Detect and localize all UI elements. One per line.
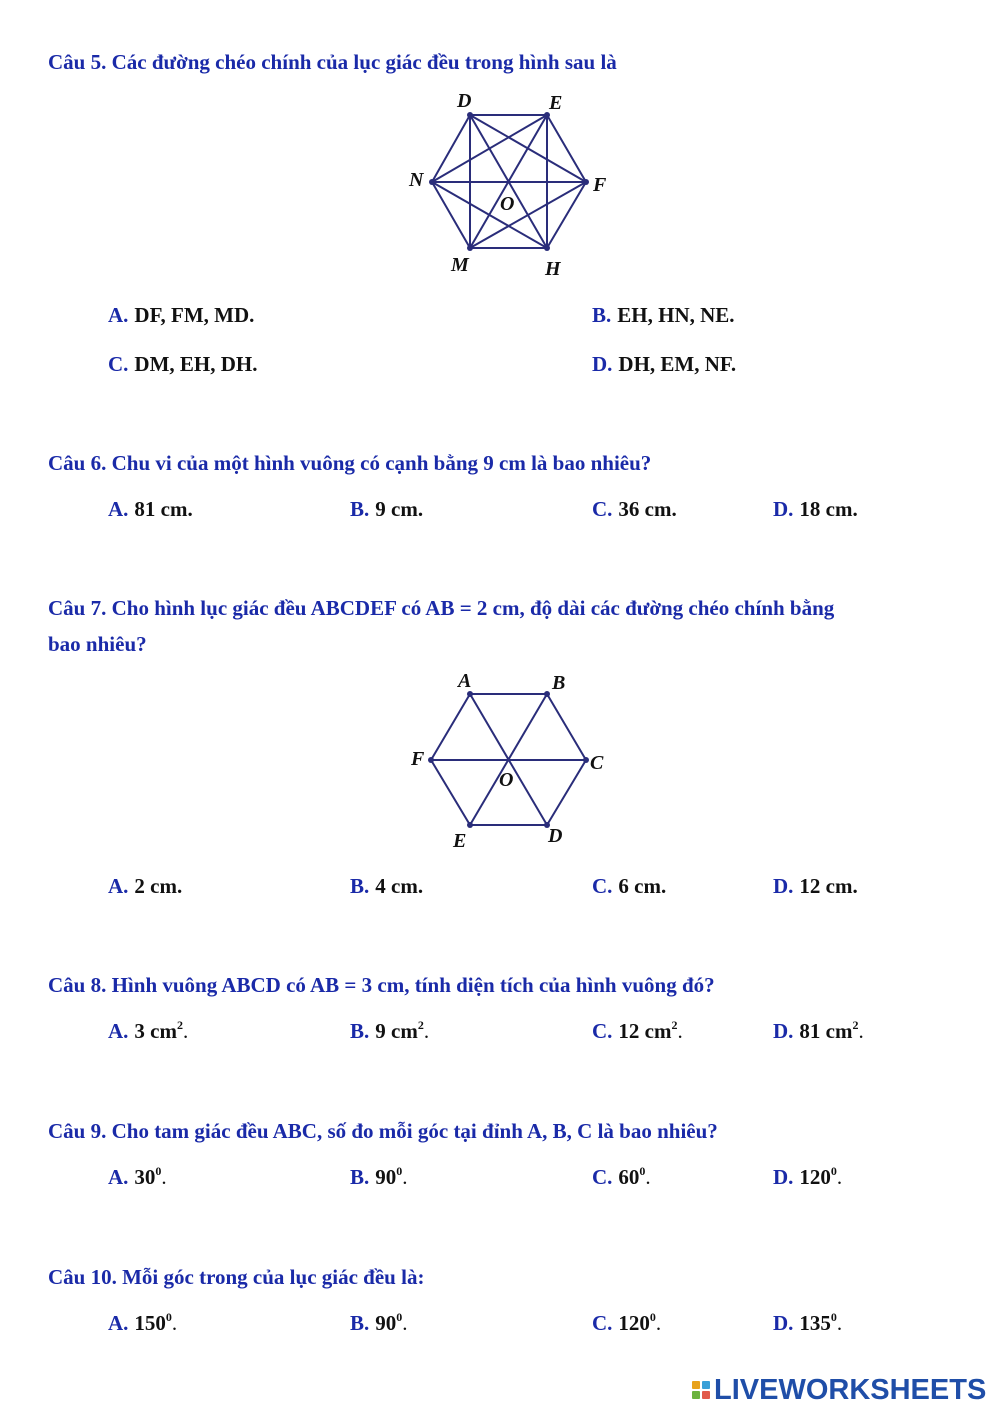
- option-text: 4 cm.: [375, 874, 424, 898]
- q8-option-a[interactable]: [108, 1019, 188, 1044]
- option-text: 12 cm: [618, 1019, 672, 1043]
- option-end: .: [655, 1311, 662, 1335]
- q7-option-c[interactable]: [592, 874, 666, 899]
- option-text: 2 cm.: [134, 874, 183, 898]
- option-letter: B.: [350, 874, 370, 898]
- option-letter: C.: [592, 1165, 613, 1189]
- option-text: 3 cm: [134, 1019, 177, 1043]
- label-e: E: [453, 830, 467, 852]
- label-f: F: [411, 748, 425, 770]
- q6-option-a[interactable]: [108, 497, 193, 522]
- option-text: 135: [799, 1311, 831, 1335]
- q5-option-b[interactable]: [592, 303, 735, 328]
- logo-square: [692, 1381, 700, 1389]
- option-superscript: 0: [830, 1310, 837, 1324]
- liveworksheets-wordmark: LIVEWORKSHEETS: [714, 1373, 987, 1406]
- option-superscript: 2: [671, 1018, 678, 1032]
- q10-option-b[interactable]: [350, 1311, 408, 1336]
- q6-option-c[interactable]: [592, 497, 677, 522]
- q5-option-d[interactable]: [592, 352, 736, 377]
- question-10-title: Câu 10. Mỗi góc trong của lục giác đều là:: [48, 1265, 425, 1289]
- option-letter: A.: [108, 874, 129, 898]
- option-superscript: 0: [649, 1310, 656, 1324]
- q6-option-b[interactable]: [350, 497, 423, 522]
- label-d: D: [457, 90, 472, 112]
- logo-square: [692, 1391, 700, 1399]
- logo-square: [702, 1381, 710, 1389]
- option-text: 81 cm.: [134, 497, 193, 521]
- question-5-title: Câu 5. Các đường chéo chính của lục giác đều trong hình sau là: [48, 50, 617, 74]
- option-superscript: 0: [396, 1164, 403, 1178]
- option-letter: C.: [592, 1019, 613, 1043]
- option-letter: D.: [773, 1311, 794, 1335]
- option-superscript: 0: [830, 1164, 837, 1178]
- option-letter: D.: [592, 352, 613, 376]
- hexagon-q5-lines: [429, 112, 589, 251]
- label-o: O: [500, 193, 515, 215]
- option-text: 9 cm: [375, 1019, 418, 1043]
- option-text: 81 cm: [799, 1019, 853, 1043]
- option-text: DH, EM, NF.: [618, 352, 737, 376]
- option-end: .: [645, 1165, 651, 1189]
- q5-option-c[interactable]: [108, 352, 258, 377]
- option-letter: D.: [773, 1019, 794, 1043]
- question-6-title: Câu 6. Chu vi của một hình vuông có cạnh bằng 9 cm là bao nhiêu?: [48, 451, 652, 475]
- label-c: C: [590, 752, 604, 774]
- hexagon-figure-q5: [395, 85, 625, 285]
- q8-option-d[interactable]: [773, 1019, 864, 1044]
- label-b: B: [552, 672, 566, 694]
- option-text: 90: [375, 1165, 397, 1189]
- label-a: A: [458, 670, 472, 692]
- option-end: .: [836, 1165, 843, 1189]
- option-letter: C.: [592, 1311, 613, 1335]
- label-d: D: [548, 825, 563, 847]
- liveworksheets-logo-icon: [692, 1381, 710, 1399]
- option-end: .: [161, 1165, 167, 1189]
- hexagon-figure-q7: [400, 665, 620, 855]
- option-text: DM, EH, DH.: [134, 352, 258, 376]
- q5-option-a[interactable]: [108, 303, 254, 328]
- option-text: 9 cm.: [375, 497, 424, 521]
- q10-option-c[interactable]: [592, 1311, 661, 1336]
- label-e: E: [549, 92, 563, 114]
- option-text: 12 cm.: [799, 874, 858, 898]
- q7-option-a[interactable]: [108, 874, 182, 899]
- option-letter: B.: [350, 497, 370, 521]
- option-end: .: [183, 1019, 189, 1043]
- option-text: 60: [618, 1165, 640, 1189]
- q9-option-a[interactable]: [108, 1165, 167, 1190]
- q8-option-b[interactable]: [350, 1019, 429, 1044]
- q8-option-c[interactable]: [592, 1019, 683, 1044]
- q9-option-b[interactable]: [350, 1165, 408, 1190]
- option-text: EH, HN, NE.: [617, 303, 735, 327]
- option-text: 6 cm.: [618, 874, 667, 898]
- question-9-title: Câu 9. Cho tam giác đều ABC, số đo mỗi góc tại đỉnh A, B, C là bao nhiêu?: [48, 1119, 718, 1143]
- option-superscript: 2: [417, 1018, 424, 1032]
- option-letter: B.: [350, 1311, 370, 1335]
- option-text: DF, FM, MD.: [134, 303, 255, 327]
- option-text: 18 cm.: [799, 497, 858, 521]
- option-superscript: 0: [639, 1164, 646, 1178]
- option-end: .: [858, 1019, 864, 1043]
- option-superscript: 2: [177, 1018, 183, 1032]
- option-end: .: [402, 1311, 408, 1335]
- label-n: N: [409, 169, 424, 191]
- q9-option-d[interactable]: [773, 1165, 842, 1190]
- question-7-title: [48, 590, 948, 662]
- option-end: .: [423, 1019, 430, 1043]
- option-text: 120: [618, 1311, 650, 1335]
- option-letter: A.: [108, 1019, 129, 1043]
- label-m: M: [451, 254, 469, 276]
- option-text: 36 cm.: [618, 497, 677, 521]
- option-letter: A.: [108, 303, 129, 327]
- option-letter: D.: [773, 1165, 794, 1189]
- q7-option-b[interactable]: [350, 874, 423, 899]
- logo-square: [702, 1391, 710, 1399]
- q9-option-c[interactable]: [592, 1165, 651, 1190]
- option-letter: A.: [108, 1165, 129, 1189]
- option-letter: C.: [592, 497, 613, 521]
- option-letter: C.: [108, 352, 129, 376]
- option-end: .: [836, 1311, 843, 1335]
- option-letter: D.: [773, 874, 794, 898]
- label-o: O: [499, 769, 514, 791]
- question-7-title-line2: bao nhiêu?: [48, 632, 147, 656]
- liveworksheets-logo: [692, 1374, 986, 1406]
- label-f: F: [593, 174, 607, 196]
- hexagon-q7-lines: [428, 691, 589, 828]
- question-7-title-line1: Câu 7. Cho hình lục giác đều ABCDEF có AB = 2 cm, độ dài các đường chéo chính bằng: [48, 596, 835, 620]
- option-letter: B.: [350, 1165, 370, 1189]
- option-letter: A.: [108, 1311, 129, 1335]
- option-superscript: 0: [165, 1310, 172, 1324]
- q10-option-a[interactable]: [108, 1311, 177, 1336]
- option-end: .: [171, 1311, 178, 1335]
- q7-option-d[interactable]: [773, 874, 858, 899]
- option-letter: C.: [592, 874, 613, 898]
- option-text: 120: [799, 1165, 831, 1189]
- option-end: .: [402, 1165, 408, 1189]
- option-superscript: 0: [396, 1310, 403, 1324]
- q10-option-d[interactable]: [773, 1311, 842, 1336]
- option-superscript: 0: [155, 1164, 162, 1178]
- option-letter: D.: [773, 497, 794, 521]
- option-letter: A.: [108, 497, 129, 521]
- option-text: 30: [134, 1165, 156, 1189]
- q6-option-d[interactable]: [773, 497, 858, 522]
- option-letter: B.: [592, 303, 612, 327]
- question-8-title: Câu 8. Hình vuông ABCD có AB = 3 cm, tính diện tích của hình vuông đó?: [48, 973, 715, 997]
- label-h: H: [545, 258, 561, 280]
- option-letter: B.: [350, 1019, 370, 1043]
- option-text: 90: [375, 1311, 397, 1335]
- option-end: .: [677, 1019, 683, 1043]
- option-text: 150: [134, 1311, 166, 1335]
- option-superscript: 2: [852, 1018, 859, 1032]
